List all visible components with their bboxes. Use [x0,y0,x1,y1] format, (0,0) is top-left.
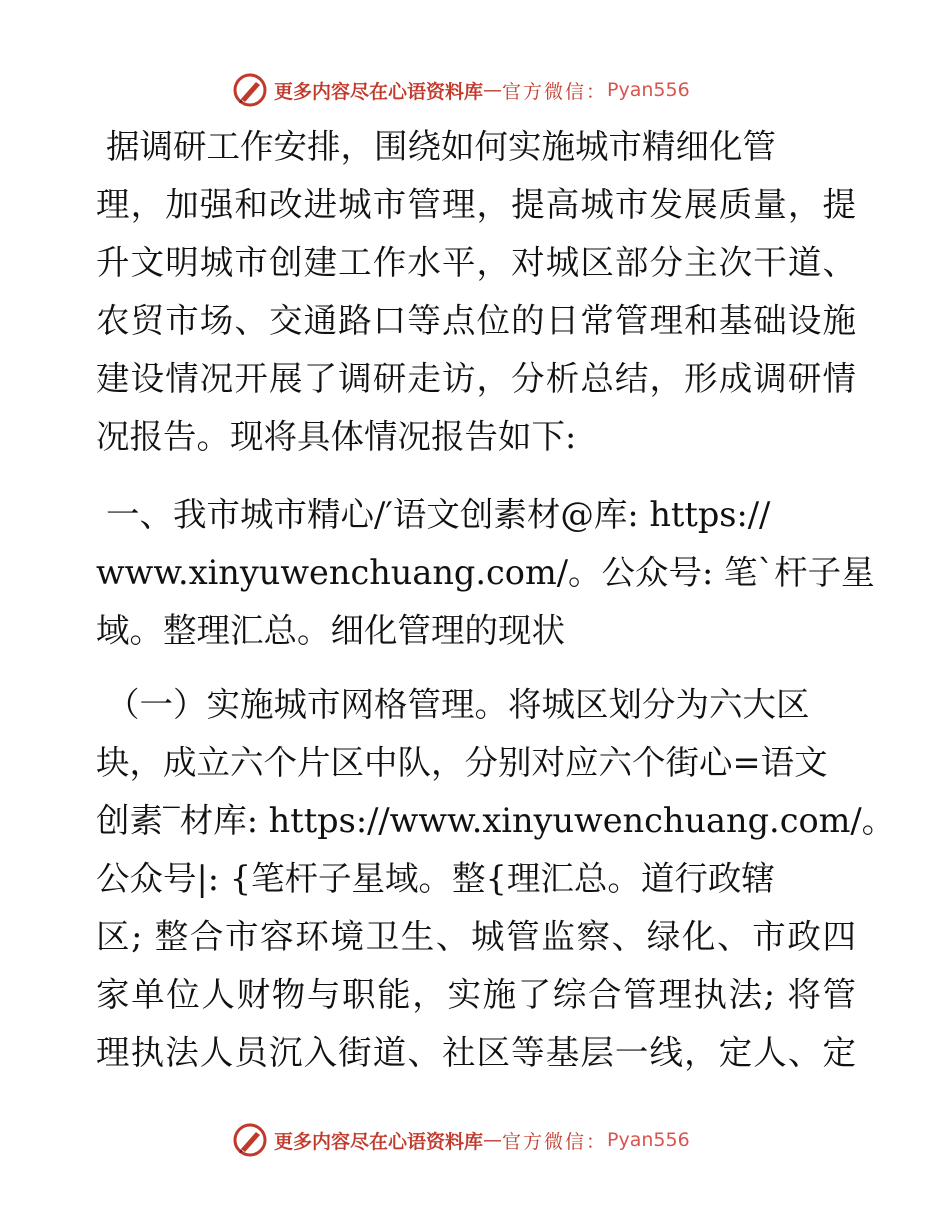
paragraph-subsection-one [96,676,896,1082]
paragraph-intro [96,118,856,466]
text-line: 公众号|: {笔杆子星域。整{理汇总。道行政辖 [96,859,775,898]
text-line: 域。整理汇总。细化管理的现状 [96,611,565,650]
pen-logo-icon [232,72,268,108]
watermark-wechat-id: Pyan556 [607,1129,690,1151]
text-line: 农贸市场、交通路口等点位的日常管理和基础设施 [96,301,856,340]
watermark-separator: — [483,79,503,101]
text-line: 区; 整合市容环境卫生、城管监察、绿化、市政四 [96,917,856,956]
text-line: 块，成立六个片区中队，分别对应六个街心=语文 [96,743,828,782]
text-line: 一、我市城市精心/′语文创素材@库: https:// [106,495,771,534]
watermark-header [232,72,690,108]
watermark-main-text: 更多内容尽在心语资料库 [274,80,484,103]
watermark-main-text: 更多内容尽在心语资料库 [274,1130,484,1153]
text-line: 况报告。现将具体情况报告如下: [96,417,577,456]
watermark-separator: — [483,1129,503,1151]
text-line: 据调研工作安排，围绕如何实施城市精细化管 [106,127,776,166]
text-line: 理，加强和改进城市管理，提高城市发展质量，提 [96,185,856,224]
text-line: 家单位人财物与职能，实施了综合管理执法; 将管 [96,975,856,1014]
watermark-wechat-label: 官方微信： [502,1130,608,1153]
watermark-wechat-label: 官方微信： [502,80,608,103]
watermark-footer [232,1122,690,1158]
text-line: www.xinyuwenchuang.com/。公众号: 笔`杆子星 [96,553,875,592]
text-line: （一）实施城市网格管理。将城区划分为六大区 [106,685,810,724]
paragraph-section-one [96,486,875,660]
text-line: 建设情况开展了调研走访，分析总结，形成调研情 [96,359,856,398]
text-line: 升文明城市创建工作水平，对城区部分主次干道、 [96,243,856,282]
watermark-wechat-id: Pyan556 [607,79,690,101]
pen-logo-icon [232,1122,268,1158]
text-line: 创素‾材库: https://www.xinyuwenchuang.com/。 [96,801,896,840]
text-line: 理执法人员沉入街道、社区等基层一线，定人、定 [96,1033,856,1072]
